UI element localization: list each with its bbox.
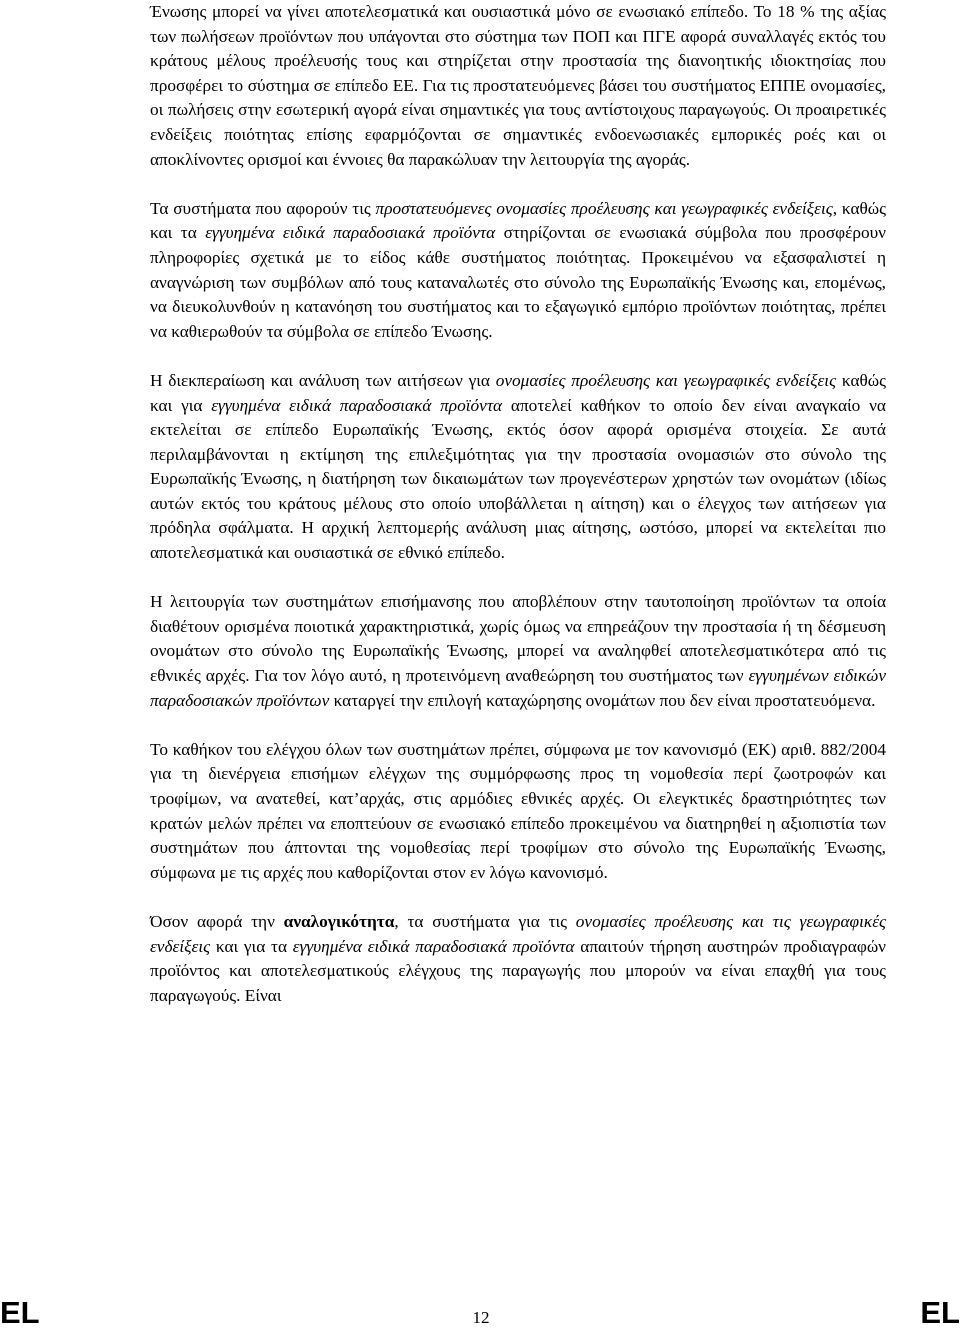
paragraph (150, 0, 886, 172)
italic-text-run: ονομασίες προέλευσης και γεωγραφικές ενδείξεις (495, 370, 837, 390)
paragraph (150, 738, 886, 886)
paragraph (150, 590, 886, 713)
text-run: στηρίζονται σε ενωσιακά σύμβολα που προσφέρουν πληροφορίες σχετικά με το είδος κάθε συστήματος ποιότητας. Προκειμένου να εξασφαλιστεί η αναγνώριση των συμβόλων από τους καταναλωτές στο σύνολο της Ευρωπαϊκής Ένωσης και, επομένως, να διευκολυνθούν η κατανόηση του συστήματος και το εξαγωγικό εμπόριο προϊόντων ποιότητας, πρέπει να καθιερωθούν τα σύμβολα σε επίπεδο Ένωσης. (150, 223, 886, 341)
italic-text-run: ονομασίες προέλευσης και τις γεωγραφικές ενδείξεις (150, 911, 887, 956)
language-code-left: EL (0, 1295, 40, 1330)
italic-text-run: εγγυημένα ειδικά παραδοσιακά προϊόντα (205, 223, 496, 243)
text-run: και για τα (210, 936, 293, 956)
italic-text-run: προστατευόμενες ονομασίες προέλευσης και γεωγραφικές ενδείξεις (375, 198, 833, 218)
text-run: Τα συστήματα που αφορούν τις (150, 198, 376, 218)
language-code-right: EL (920, 1295, 960, 1330)
paragraph (150, 910, 886, 1008)
italic-text-run: εγγυημένα ειδικά παραδοσιακά προϊόντα (292, 936, 575, 956)
document-body (150, 0, 886, 1033)
text-run: , τα συστήματα για τις (394, 911, 576, 931)
page-number (0, 1307, 960, 1329)
text-run: καταργεί την επιλογή καταχώρησης ονομάτων που δεν είναι προστατευόμενα. (329, 690, 876, 710)
text-run: Ένωσης μπορεί να γίνει αποτελεσματικά και ουσιαστικά μόνο σε ενωσιακό επίπεδο. Το 18 % της αξίας των πωλήσεων προϊόντων που υπάγονται στο σύστημα των ΠΟΠ και ΠΓΕ αφορά συναλλαγές εκτός του κράτους μέλους προέλευσής τους και στηρίζεται στην προστασία της διανοητικής ιδιοκτησίας που προσφέρει το σύστημα σε επίπεδο ΕΕ. Για τις προστατευόμενες βάσει του συστήματος ΕΠΠΕ ονομασίες, οι πωλήσεις στην εσωτερική αγορά είναι σημαντικές για τους αντίστοιχους παραγωγούς. Οι προαιρετικές ενδείξεις ποιότητας επίσης εφαρμόζονται σε σημαντικές ενδοενωσιακές εμπορικές ροές και οι αποκλίνοντες ορισμοί και έννοιες θα παρακώλυαν την λειτουργία της αγοράς. (150, 2, 886, 169)
text-run: καθώς και για (150, 370, 886, 415)
paragraph (150, 197, 886, 345)
italic-text-run: εγγυημένα ειδικά παραδοσιακά προϊόντα (211, 395, 503, 415)
text-run: απαιτούν τήρηση αυστηρών προδιαγραφών προϊόντος και αποτελεσματικούς ελέγχους της παραγωγής που μπορούν να είναι επαχθή για τους παραγωγούς. Είναι (150, 936, 887, 1005)
text-run: , καθώς και τα (150, 198, 886, 243)
text-run: Το καθήκον του ελέγχου όλων των συστημάτων πρέπει, σύμφωνα με τον κανονισμό (ΕΚ) αριθ. 882/2004 για τη διενέργεια επισήμων ελέγχων της συμμόρφωσης προς τη νομοθεσία περί ζωοτροφών και τροφίμων, να ανατεθεί, κατ’αρχάς, στις αρμόδιες εθνικές αρχές. Οι ελεγκτικές δραστηριότητες των κρατών μελών πρέπει να εποπτεύουν σε ενωσιακό επίπεδο προκειμένου να διατηρηθεί η αξιοπιστία των συστημάτων που άπτονται της νομοθεσίας περί τροφίμων στο σύνολο της Ευρωπαϊκής Ένωσης, σύμφωνα με τις αρχές που καθορίζονται στον εν λόγω κανονισμό. (150, 739, 886, 882)
text-run: Η διεκπεραίωση και ανάλυση των αιτήσεων για (150, 370, 496, 390)
italic-text-run: εγγυημένων ειδικών παραδοσιακών προϊόντων (150, 666, 886, 710)
paragraph (150, 369, 886, 566)
text-run: Η λειτουργία των συστημάτων επισήμανσης που αποβλέπουν στην ταυτοποίηση προϊόντων τα οποία διαθέτουν ορισμένα ποιοτικά χαρακτηριστικά, χωρίς όμως να επηρεάζουν την προστασία ή τη δέσμευση ονομάτων στο σύνολο της Ευρωπαϊκής Ένωσης, μπορεί να αναληφθεί αποτελεσματικότερα από τις εθνικές αρχές. Για τον λόγο αυτό, η προτεινόμενη αναθεώρηση του συστήματος των (150, 592, 886, 686)
page-number-text: 12 (472, 1308, 490, 1327)
text-run: Όσον αφορά την (150, 911, 284, 931)
bold-text-run: αναλογικότητα (283, 911, 395, 931)
text-run: αποτελεί καθήκον το οποίο δεν είναι αναγκαίο να εκτελείται σε επίπεδο Ευρωπαϊκής Ένωσης, εκτός όσον αφορά ορισμένα στοιχεία. Σε αυτά περιλαμβάνονται η εκτίμηση της επιλεξιμότητας για την προστασία ονομασιών στο σύνολο της Ευρωπαϊκής Ένωσης, η διατήρηση των δικαιωμάτων των προγενέστερων χρηστών των ονομάτων (ιδίως αυτών εκτός του κράτους μέλους στο οποίο υποβάλλεται η αίτηση) και ο έλεγχος των αιτήσεων για πρόδηλα σφάλματα. Η αρχική λεπτομερής ανάλυση μιας αίτησης, ωστόσο, μπορεί να εκτελείται πιο αποτελεσματικά και ουσιαστικά σε εθνικό επίπεδο. (150, 395, 886, 563)
